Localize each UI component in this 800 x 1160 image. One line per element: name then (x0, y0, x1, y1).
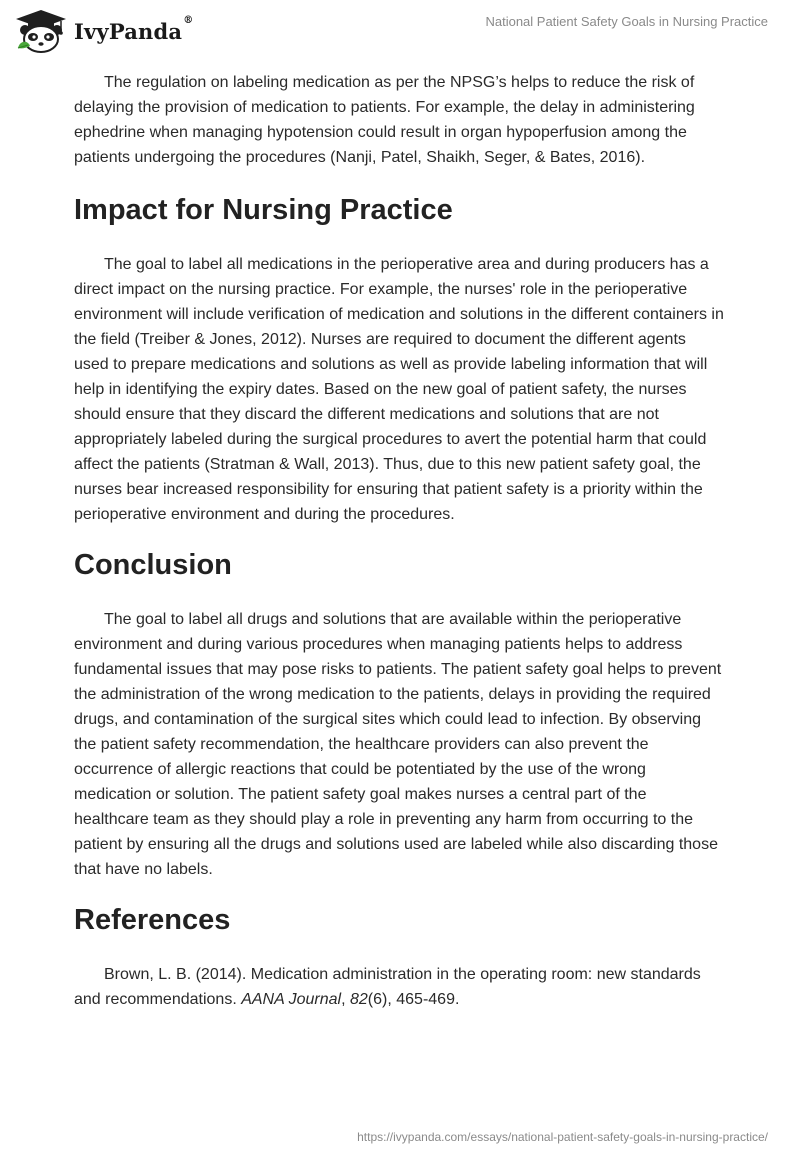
impact-heading: Impact for Nursing Practice (74, 194, 453, 226)
essay-body (74, 70, 724, 1012)
document-title: National Patient Safety Goals in Nursing Practice (485, 14, 768, 29)
reference-entry (74, 962, 724, 1012)
conclusion-paragraph: The goal to label all drugs and solutions that are available within the perioperative environment and during various procedures when managing patients helps to address fundamental issues that may pose risks to patients. The patient safety goal helps to prevent the administration of the wrong medication to the patients, delays in providing the required drugs, and contamination of the surgical sites which could lead to infection. By observing the patient safety recommendation, the healthcare providers can also prevent the occurrence of allergic reactions that could be potentiated by the use of the wrong medication or solution. The patient safety goal makes nurses a central part of the healthcare team as they should play a role in preventing any harm from occurring to the patient by ensuring all the drugs and solutions used are labeled while also discarding those that have no labels. (74, 611, 722, 878)
source-url[interactable]: https://ivypanda.com/essays/national-patient-safety-goals-in-nursing-practice/ (357, 1130, 768, 1144)
brand-name: IvyPanda® (74, 14, 194, 44)
reference-separator: , (341, 991, 350, 1008)
registered-mark: ® (183, 14, 194, 26)
panda-icon (14, 8, 68, 54)
intro-paragraph: The regulation on labeling medication as per the NPSG’s helps to reduce the risk of delaying the provision of medication to patients. For example, the delay in administering ephedrine when managing hypotension could result in organ hypoperfusion among the patients undergoing the procedures (Nanji, Patel, Shaikh, Seger, & Bates, 2016). (74, 74, 695, 166)
page-header (0, 0, 800, 60)
conclusion-heading: Conclusion (74, 549, 232, 581)
reference-lead: Brown, L. B. (2014). Medication administration in the operating room: new standards and recommendations. (74, 966, 701, 1008)
reference-volume: 82 (350, 991, 368, 1008)
ivypanda-logo[interactable] (14, 8, 193, 54)
impact-paragraph: The goal to label all medications in the perioperative area and during producers has a direct impact on the nursing practice. For example, the nurses' role in the perioperative environment will include verification of medication and solutions in the different containers in the field (Treiber & Jones, 2012). Nurses are required to document the different agents used to prepare medications and solutions as well as provide labeling information that will help in identifying the expiry dates. Based on the new goal of patient safety, the nurses should ensure that they discard the different medications and solutions that are not appropriately labeled during the surgical procedures to avert the potential harm that could affect the patients (Stratman & Wall, 2013). Thus, due to this new patient safety goal, the nurses bear increased responsibility for ensuring that patient safety is a priority within the perioperative environment and during the procedures. (74, 256, 724, 523)
reference-journal: AANA Journal (241, 991, 342, 1008)
reference-rest: (6), 465-469. (367, 991, 460, 1008)
references-heading: References (74, 904, 231, 936)
